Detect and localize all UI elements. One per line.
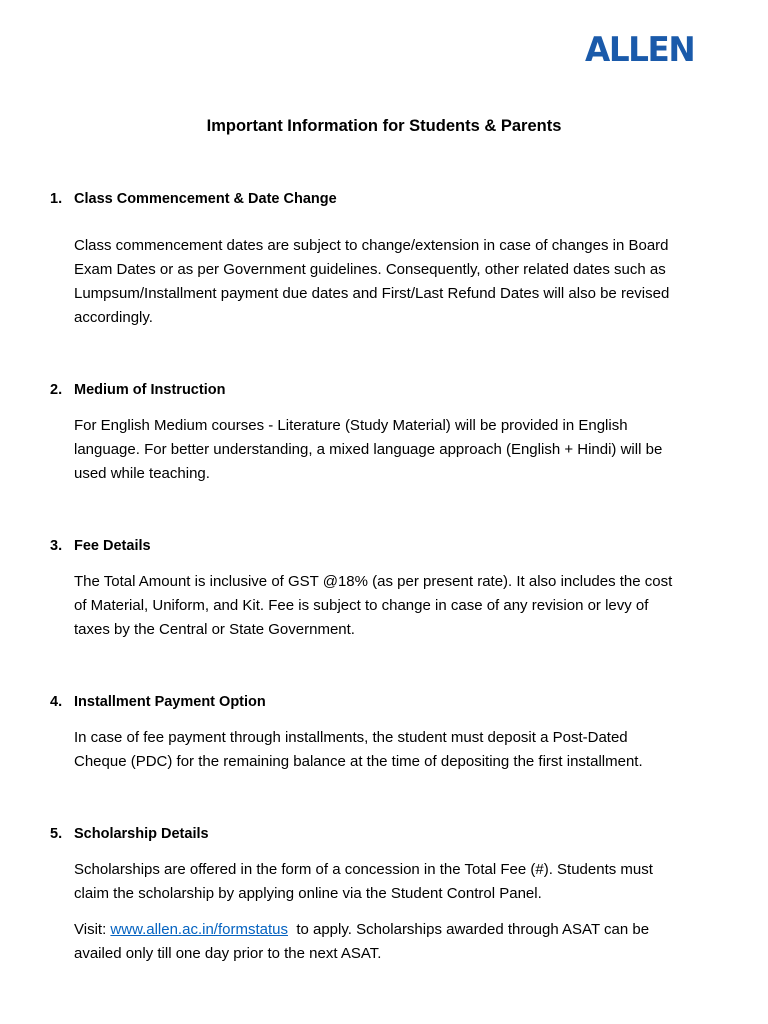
section-title: Installment Payment Option bbox=[74, 694, 266, 710]
body-line: The Total Amount is inclusive of GST @18% (as per present rate). It also includes the cost bbox=[74, 573, 673, 590]
section-body-2 bbox=[74, 414, 739, 486]
body-line: taxes by the Central or State Government. bbox=[74, 621, 355, 638]
section-number: 1. bbox=[50, 191, 63, 207]
section-number: 4. bbox=[50, 694, 63, 710]
section-number: 2. bbox=[50, 382, 63, 398]
body-line: Exam Dates or as per Government guidelines. Consequently, other related dates such as bbox=[74, 261, 666, 278]
section-heading-5 bbox=[50, 825, 209, 843]
formstatus-link[interactable]: www.allen.ac.in/formstatus bbox=[110, 921, 288, 938]
section-heading-2 bbox=[50, 381, 225, 399]
body-line: accordingly. bbox=[74, 309, 153, 326]
visit-suffix: to apply. Scholarships awarded through ASAT can be bbox=[287, 921, 650, 938]
body-line: claim the scholarship by applying online via the Student Control Panel. bbox=[74, 885, 542, 902]
section-number: 3. bbox=[50, 538, 63, 554]
body-line: used while teaching. bbox=[74, 465, 210, 482]
visit-prefix: Visit: bbox=[74, 921, 111, 938]
visit-line bbox=[74, 918, 739, 942]
logo: ALLEN bbox=[585, 30, 695, 70]
section-number: 5. bbox=[50, 826, 63, 842]
body-line: Scholarships are offered in the form of a concession in the Total Fee (#). Students must bbox=[74, 861, 653, 878]
body-line: Class commencement dates are subject to change/extension in case of changes in Board bbox=[74, 237, 669, 254]
section-body-1 bbox=[74, 234, 739, 330]
section-title: Class Commencement & Date Change bbox=[74, 191, 337, 207]
body-line: of Material, Uniform, and Kit. Fee is subject to change in case of any revision or levy of bbox=[74, 597, 649, 614]
section-body-5-visit bbox=[74, 918, 739, 966]
body-line: Lumpsum/Installment payment due dates and First/Last Refund Dates will also be revised bbox=[74, 285, 670, 302]
body-line: language. For better understanding, a mixed language approach (English + Hindi) will be bbox=[74, 441, 663, 458]
section-title: Fee Details bbox=[74, 538, 151, 554]
section-title: Scholarship Details bbox=[74, 826, 209, 842]
section-heading-3 bbox=[50, 537, 151, 555]
section-title: Medium of Instruction bbox=[74, 382, 226, 398]
section-heading-1 bbox=[50, 190, 337, 208]
body-line: availed only till one day prior to the next ASAT. bbox=[74, 945, 382, 962]
page-title: Important Information for Students & Parents bbox=[206, 117, 562, 135]
body-line: In case of fee payment through installments, the student must deposit a Post-Dated bbox=[74, 729, 628, 746]
section-heading-4 bbox=[50, 693, 266, 711]
body-line: For English Medium courses - Literature (Study Material) will be provided in English bbox=[74, 417, 628, 434]
section-body-5 bbox=[74, 858, 739, 906]
body-line: Cheque (PDC) for the remaining balance at the time of depositing the first installment. bbox=[74, 753, 643, 770]
section-body-3 bbox=[74, 570, 739, 642]
section-body-4 bbox=[74, 726, 739, 774]
